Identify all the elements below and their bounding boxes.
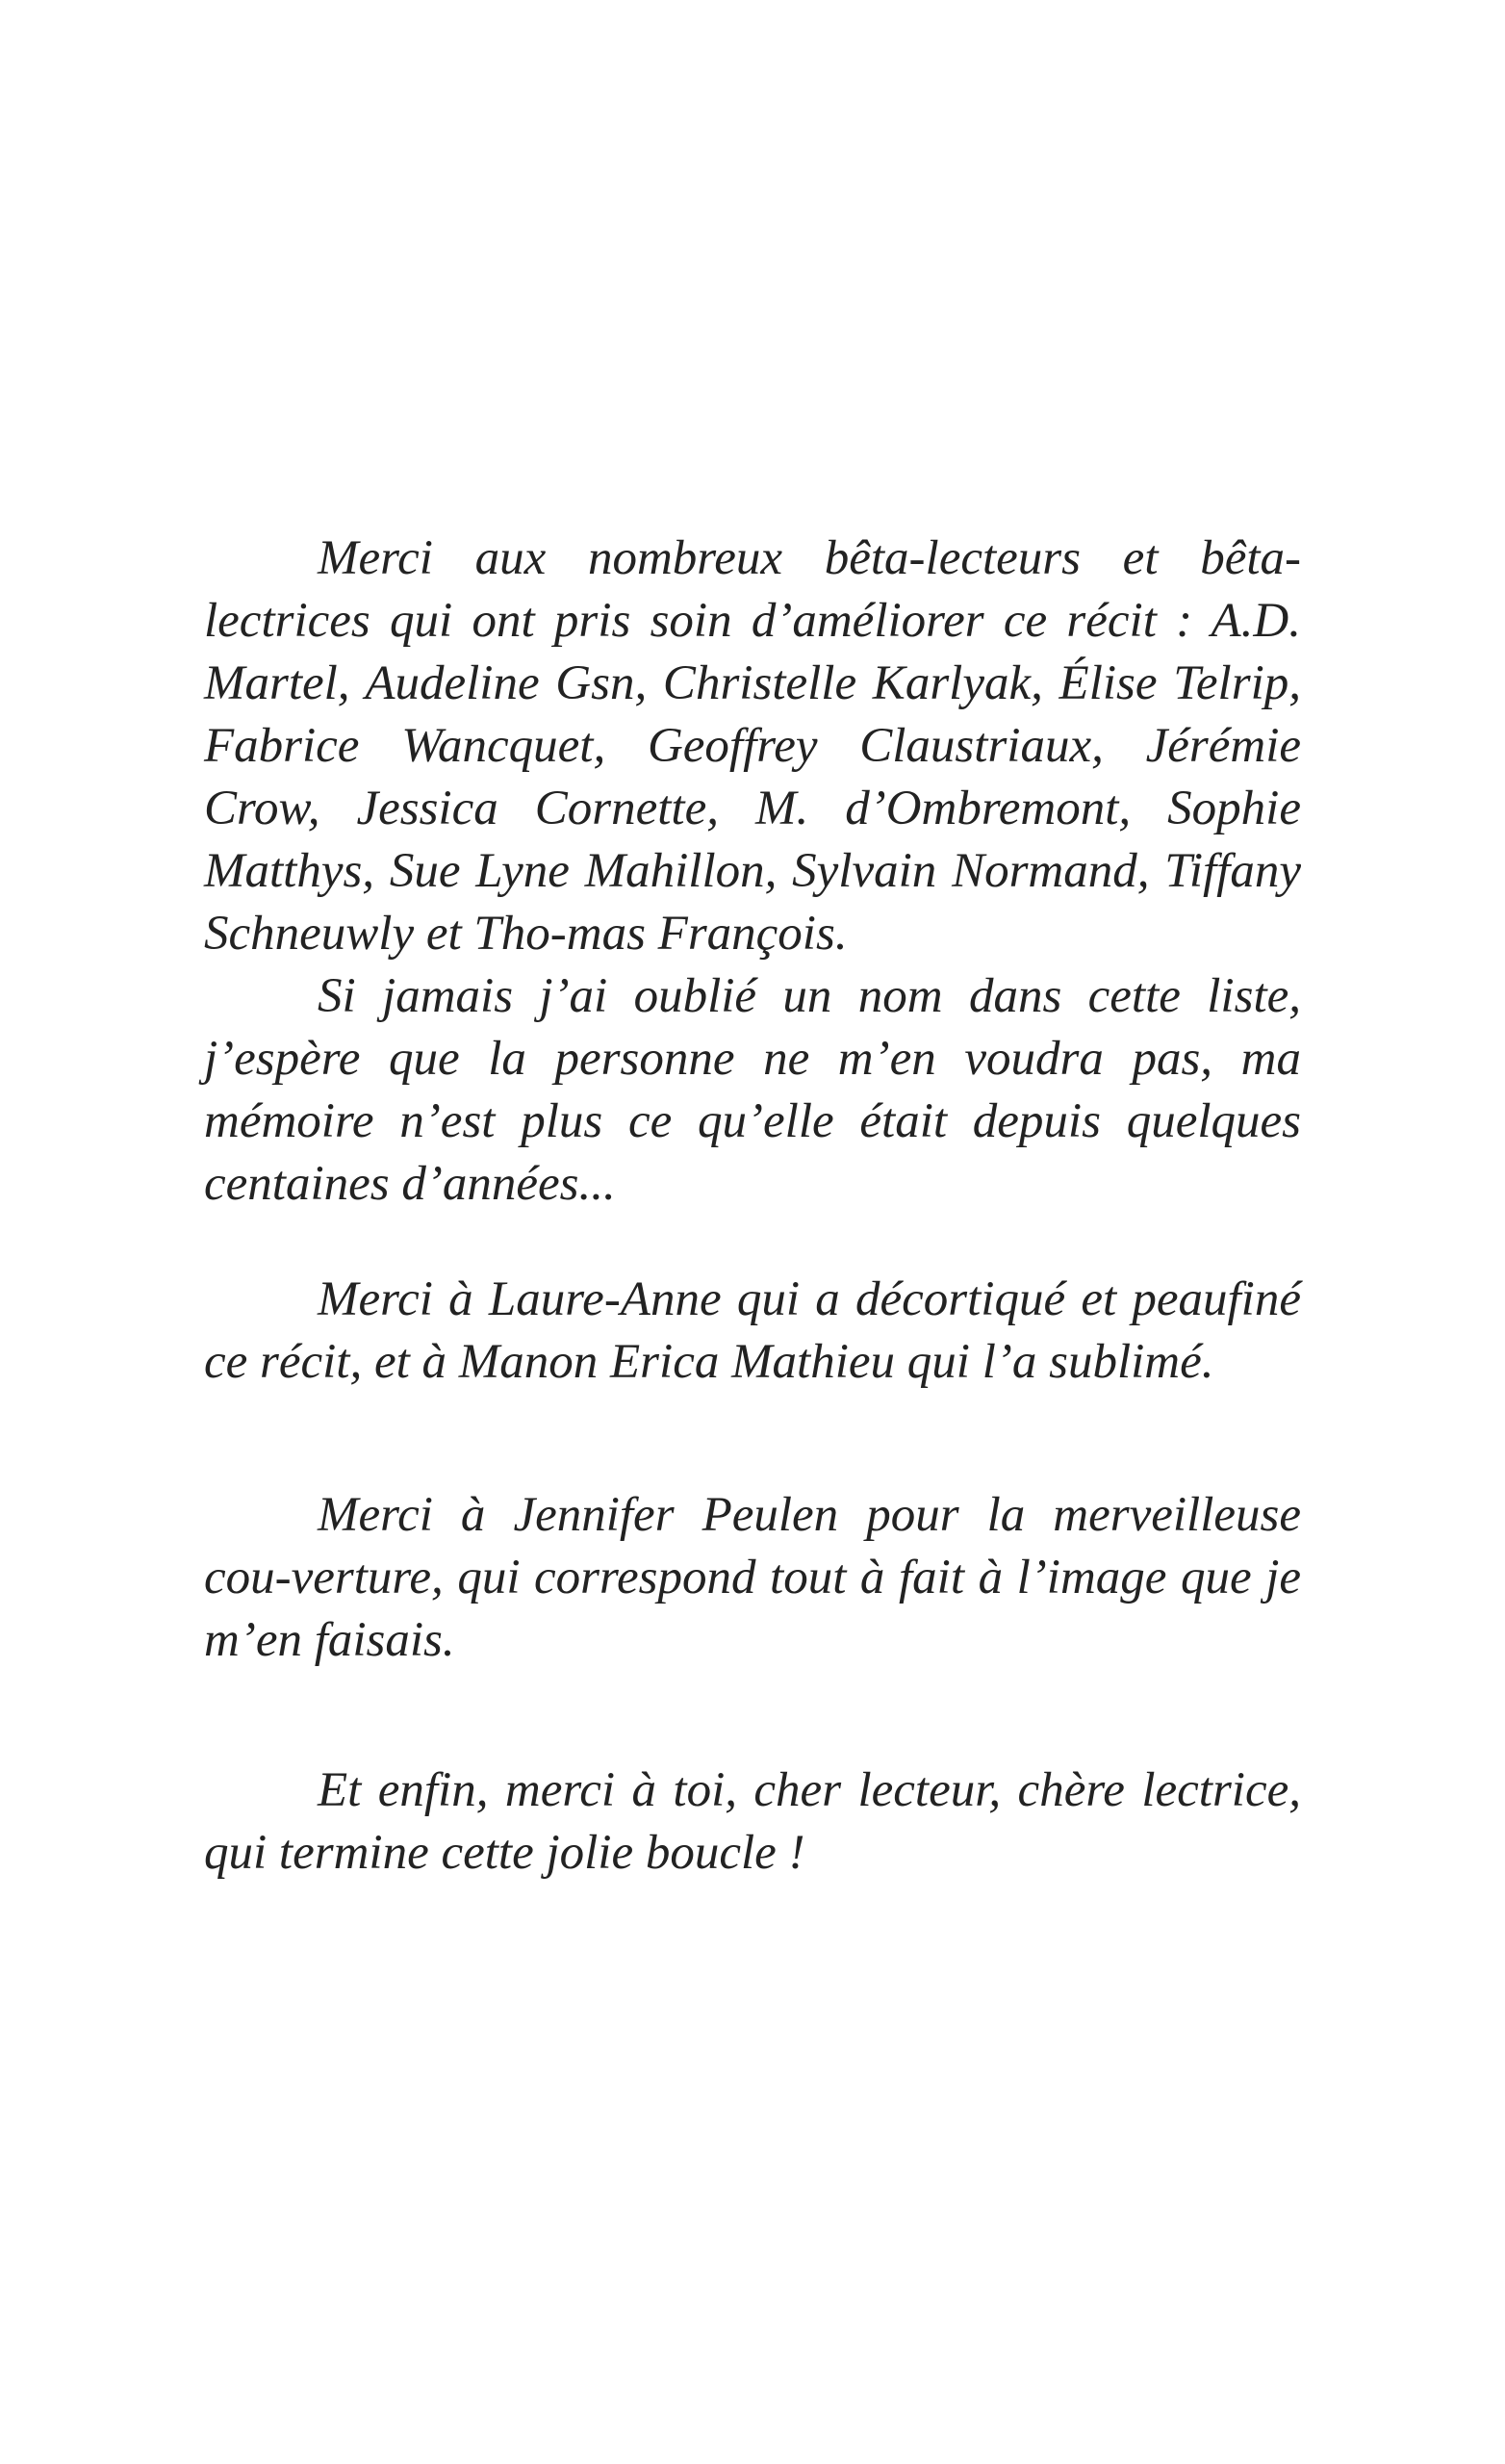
acknowledgements-cover [204, 1484, 1301, 1672]
paragraph-editors: Merci à Laure-Anne qui a décortiqué et peaufiné ce récit, et à Manon Erica Mathieu qui l’a sublimé. [204, 1272, 1301, 1389]
paragraph-beta-readers: Merci aux nombreux bêta-lecteurs et bêta-lectrices qui ont pris soin d’améliorer ce récit : A.D. Martel, Audeline Gsn, Christelle Karlyak, Élise Telrip, Fabrice Wancquet, Geoffrey Claustriaux, Jérémie Crow, Jessica Cornette, M. d’Ombremont, Sophie Matthys, Sue Lyne Mahillon, Sylvain Normand, Tiffany Schneuwly et Tho-mas François. [204, 531, 1301, 961]
acknowledgements-editors [204, 1269, 1301, 1394]
acknowledgements-beta-readers [204, 527, 1301, 1216]
paragraph-cover-artist: Merci à Jennifer Peulen pour la merveilleuse cou-verture, qui correspond tout à fait à l’image que je m’en faisais. [204, 1488, 1301, 1667]
acknowledgements-reader [204, 1759, 1301, 1885]
paragraph-forgotten-names: Si jamais j’ai oublié un nom dans cette liste, j’espère que la personne ne m’en voudra pas, ma mémoire n’est plus ce qu’elle était depuis quelques centaines d’années... [204, 969, 1301, 1211]
paragraph-reader: Et enfin, merci à toi, cher lecteur, chère lectrice, qui termine cette jolie boucle ! [204, 1763, 1301, 1880]
